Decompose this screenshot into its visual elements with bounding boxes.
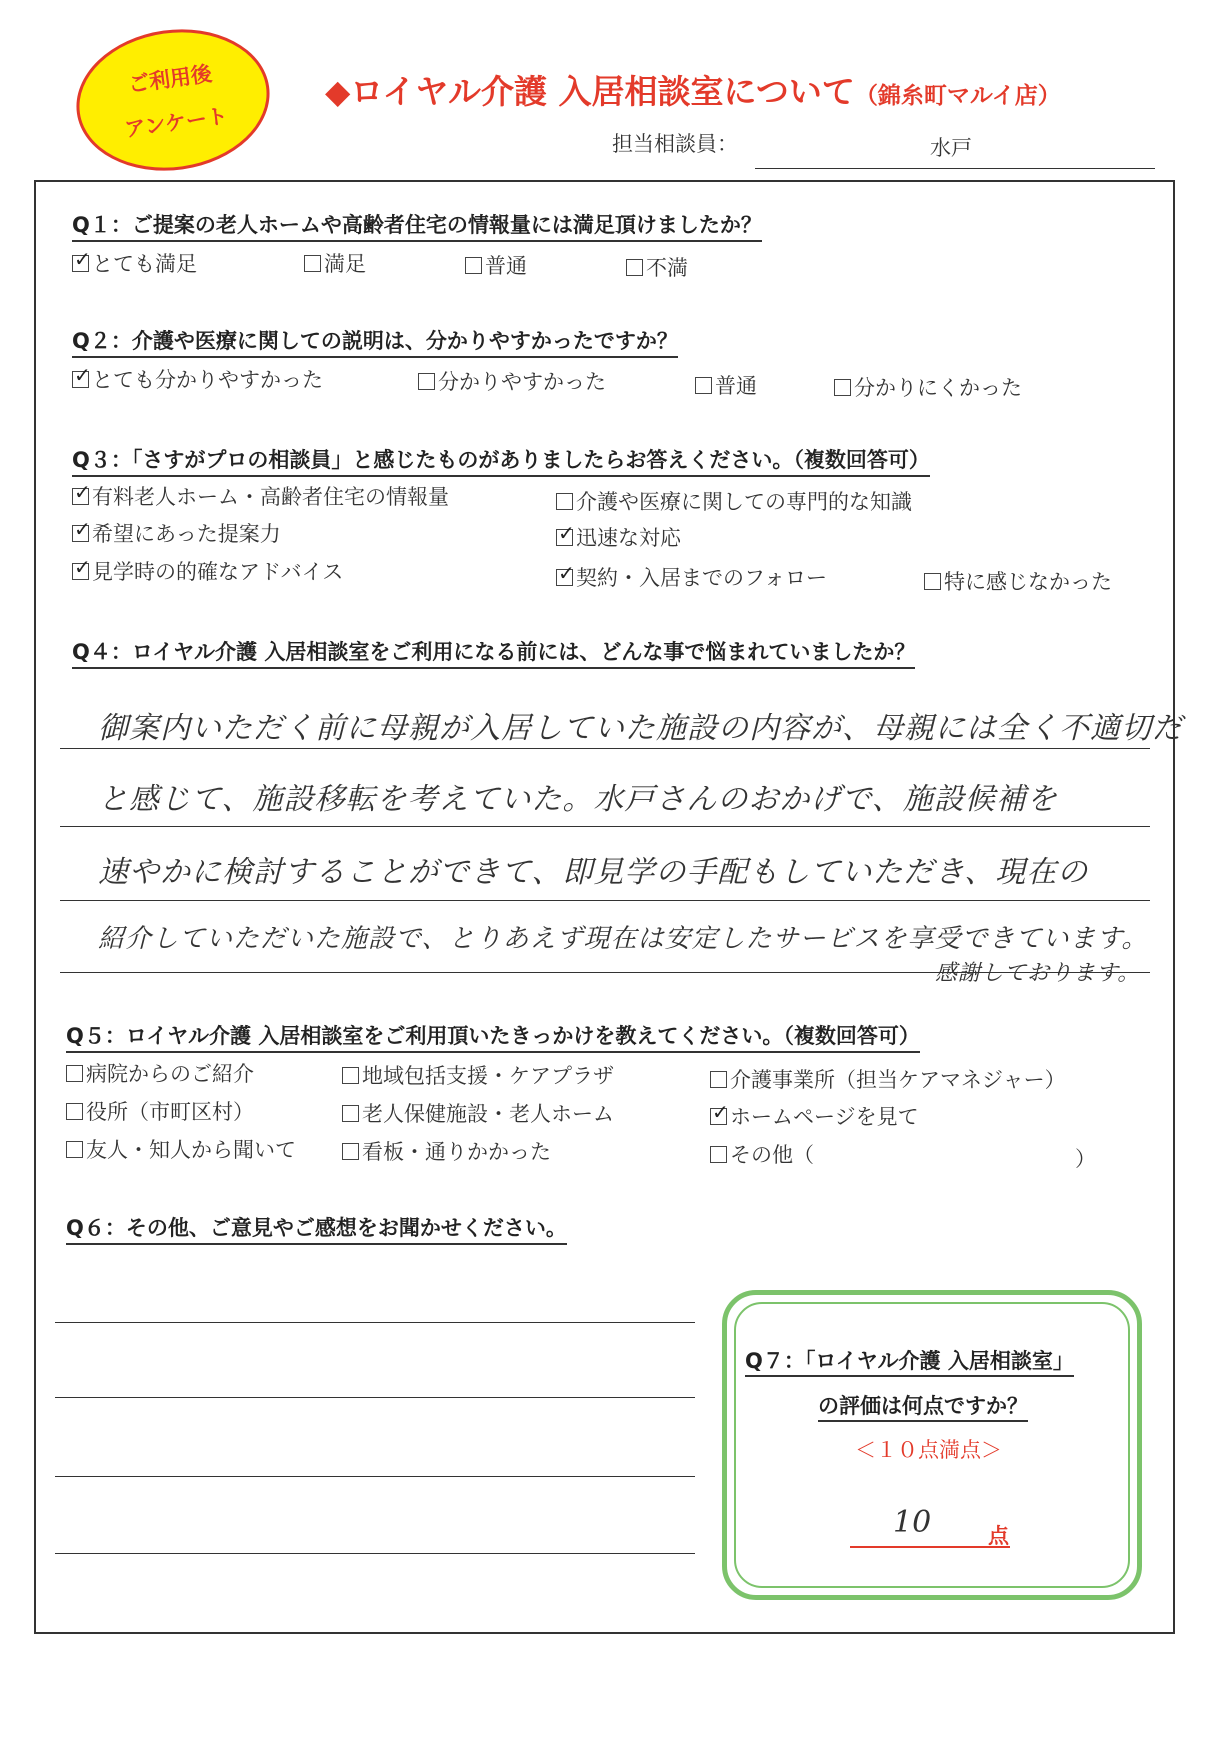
q4-answer-line-4: 紹介していただいた施設で、とりあえず現在は安定したサービスを享受できています。 (98, 924, 1149, 954)
q1-option-satisfied[interactable]: 満足 (304, 248, 366, 278)
q5-option-nursing-facility[interactable]: 老人保健施設・老人ホーム (342, 1098, 614, 1128)
q3-option-advice[interactable]: ✓見学時の的確なアドバイス (72, 556, 343, 586)
q2-question: Q２：介護や医療に関しての説明は、分かりやすかったですか？ (72, 325, 678, 358)
checkbox-icon[interactable] (342, 1067, 359, 1084)
badge-line1: ご利用後 (126, 61, 214, 97)
q4-question: Q４：ロイヤル介護 入居相談室をご利用になる前には、どんな事で悩まれていましたか？ (72, 636, 915, 669)
q7-question-line2: の評価は何点ですか？ (818, 1390, 1028, 1422)
survey-badge (67, 17, 279, 183)
q4-writing-line (60, 972, 1150, 973)
q5-option-other[interactable]: その他（ (710, 1139, 814, 1169)
q1-option-very-satisfied[interactable]: ✓とても満足 (72, 248, 197, 278)
q5-option-homepage[interactable]: ✓ ホームページを見て (710, 1101, 919, 1131)
staff-label: 担当相談員： (612, 132, 738, 156)
q7-scale-note: ＜１０点満点＞ (855, 1438, 1002, 1462)
checkbox-icon[interactable] (66, 1065, 83, 1082)
q5-question: Q５：ロイヤル介護 入居相談室をご利用頂いたきっかけを教えてください。（複数回答可） (66, 1020, 920, 1053)
page-title (325, 66, 1061, 113)
title-store: （錦糸町マルイ店） (854, 83, 1061, 109)
checkbox-checked-icon[interactable] (72, 371, 89, 388)
q5-option-community[interactable]: 地域包括支援・ケアプラザ (342, 1060, 614, 1090)
checkbox-icon[interactable] (626, 259, 643, 276)
q3-option-followup[interactable]: ✓ 契約・入居までのフォロー (556, 562, 827, 592)
q1-question: Q１：ご提案の老人ホームや高齢者住宅の情報量には満足頂けましたか？ (72, 209, 762, 242)
staff-underline (755, 168, 1155, 169)
q7-score-underline (850, 1546, 1010, 1548)
q7-score-unit: 点 (988, 1524, 1009, 1548)
badge-line2: アンケート (123, 103, 230, 142)
checkbox-icon[interactable] (66, 1103, 83, 1120)
checkbox-icon[interactable] (834, 379, 851, 396)
checkbox-checked-icon[interactable] (72, 525, 89, 542)
q6-writing-line (55, 1397, 695, 1398)
q4-writing-line (60, 826, 1150, 827)
q5-option-care-office[interactable]: 介護事業所（担当ケアマネジャー） (710, 1064, 1066, 1094)
checkbox-checked-icon[interactable] (72, 255, 89, 272)
q6-writing-line (55, 1322, 695, 1323)
q2-option-unclear[interactable]: 分かりにくかった (834, 372, 1022, 402)
checkbox-icon[interactable] (710, 1071, 727, 1088)
checkbox-checked-icon[interactable] (710, 1108, 727, 1125)
q5-option-hospital[interactable]: 病院からのご紹介 (66, 1058, 254, 1088)
checkbox-icon[interactable] (465, 257, 482, 274)
checkbox-checked-icon[interactable] (556, 529, 573, 546)
q3-option-proposal[interactable]: ✓希望にあった提案力 (72, 518, 281, 548)
checkbox-icon[interactable] (924, 573, 941, 590)
checkbox-icon[interactable] (342, 1105, 359, 1122)
q3-option-expertise[interactable]: 介護や医療に関しての専門的な知識 (556, 486, 912, 516)
q3-option-info[interactable]: ✓有料老人ホーム・高齢者住宅の情報量 (72, 481, 449, 511)
checkbox-icon[interactable] (710, 1146, 727, 1163)
q4-answer-line-3: 速やかに検討することができて、即見学の手配もしていただき、現在の (98, 855, 1089, 890)
title-main: ◆ロイヤル介護 入居相談室について (325, 72, 855, 111)
q3-question: Q３：「さすがプロの相談員」と感じたものがありましたらお答えください。（複数回答可） (72, 444, 930, 477)
q6-writing-line (55, 1476, 695, 1477)
q3-option-none[interactable]: 特に感じなかった (924, 566, 1112, 596)
q4-answer-line-1: 御案内いただく前に母親が入居していた施設の内容が、母親には全く不適切だ (98, 711, 1183, 746)
q4-answer-line-2: と感じて、施設移転を考えていた。水戸さんのおかげで、施設候補を (98, 782, 1058, 817)
q2-option-very-clear[interactable]: ✓とても分かりやすかった (72, 364, 323, 394)
q2-option-clear[interactable]: 分かりやすかった (418, 366, 606, 396)
q1-option-normal[interactable]: 普通 (465, 250, 527, 280)
checkbox-icon[interactable] (556, 493, 573, 510)
q1-option-dissatisfied[interactable]: 不満 (626, 252, 688, 282)
q5-option-signboard[interactable]: 看板・通りかかった (342, 1136, 551, 1166)
q7-question-line1: Q７：「ロイヤル介護 入居相談室」 (745, 1345, 1074, 1377)
q4-writing-line (60, 900, 1150, 901)
q5-option-government[interactable]: 役所（市町区村） (66, 1096, 254, 1126)
q5-option-friend[interactable]: 友人・知人から聞いて (66, 1134, 296, 1164)
checkbox-icon[interactable] (695, 377, 712, 394)
q4-writing-line (60, 748, 1150, 749)
checkbox-icon[interactable] (418, 373, 435, 390)
q3-option-speed[interactable]: ✓ 迅速な対応 (556, 522, 681, 552)
checkbox-icon[interactable] (342, 1143, 359, 1160)
q5-other-close-paren: ） (1075, 1147, 1096, 1171)
q4-answer-line-5: 感謝しております。 (935, 961, 1141, 986)
q6-question: Q６：その他、ご意見やご感想をお聞かせください。 (66, 1212, 567, 1245)
checkbox-checked-icon[interactable] (556, 569, 573, 586)
q7-score[interactable]: 10 (893, 1505, 932, 1540)
checkbox-icon[interactable] (304, 255, 321, 272)
staff-name: 水戸 (930, 136, 972, 160)
q2-option-normal[interactable]: 普通 (695, 370, 757, 400)
checkbox-checked-icon[interactable] (72, 488, 89, 505)
q6-writing-line (55, 1553, 695, 1554)
checkbox-icon[interactable] (66, 1141, 83, 1158)
checkbox-checked-icon[interactable] (72, 563, 89, 580)
